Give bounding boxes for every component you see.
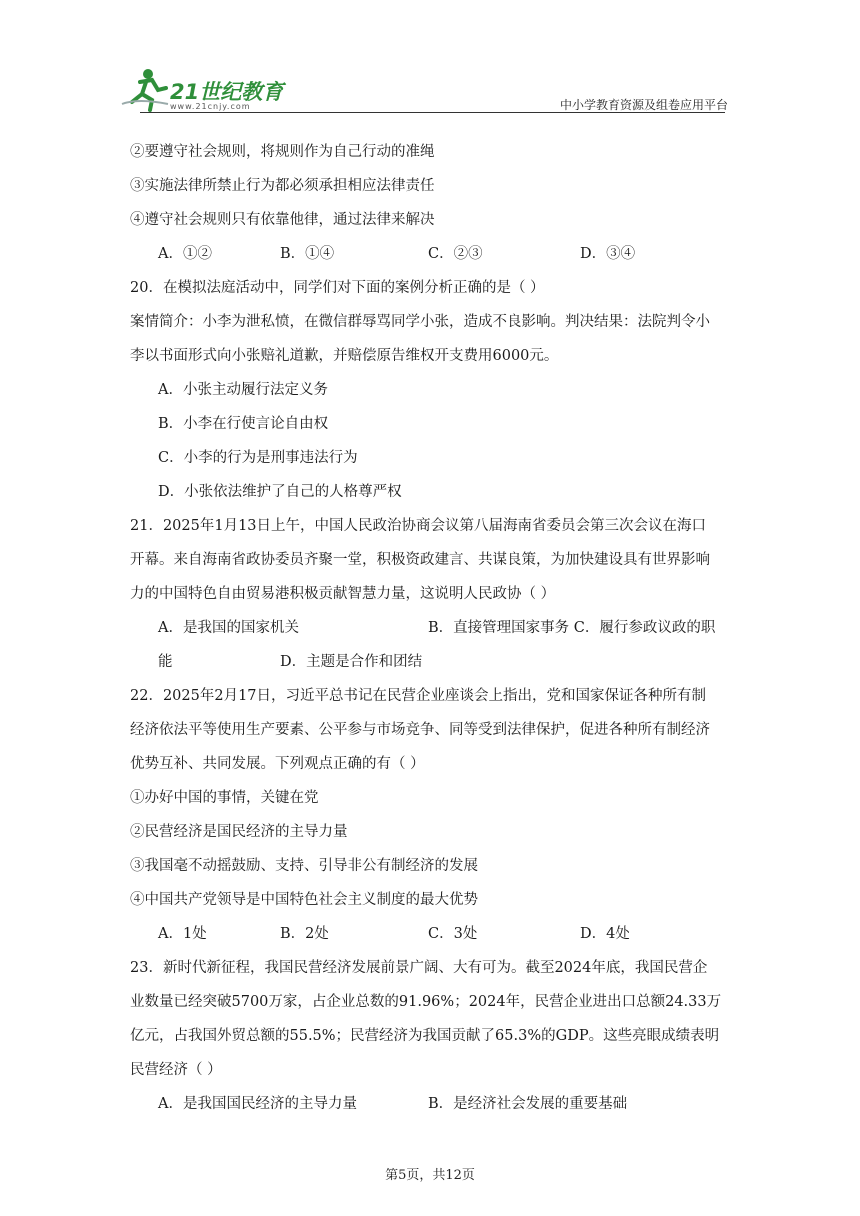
header-divider xyxy=(140,112,725,113)
q22-stem-line-2: 经济依法平等使用生产要素、公平参与市场竞争、同等受到法律保护，促进各种所有制经济 xyxy=(130,722,710,738)
q22-item-3: ③我国毫不动摇鼓励、支持、引导非公有制经济的发展 xyxy=(130,858,478,874)
q22-options xyxy=(130,920,730,954)
q20-case-line-1: 案情简介：小李为泄私愤，在微信群辱骂同学小张，造成不良影响。判决结果：法院判令小 xyxy=(130,314,710,330)
q22-item-4: ④中国共产党领导是中国特色社会主义制度的最大优势 xyxy=(130,892,478,908)
q19-option-a: A．①② xyxy=(158,246,212,262)
q22-option-d: D．4处 xyxy=(580,926,630,942)
q20-stem: 20．在模拟法庭活动中，同学们对下面的案例分析正确的是（ ） xyxy=(130,280,545,296)
q21-options-row-1 xyxy=(130,614,730,648)
q19-item-3: ③实施法律所禁止行为都必须承担相应法律责任 xyxy=(130,178,435,194)
q21-option-c-continued: 能 xyxy=(158,654,173,670)
q19-item-4: ④遵守社会规则只有依靠他律，通过法律来解决 xyxy=(130,212,435,228)
q22-item-2: ②民营经济是国民经济的主导力量 xyxy=(130,824,348,840)
q22-stem-line-3: 优势互补、共同发展。下列观点正确的有（ ） xyxy=(130,756,425,772)
q23-options-row-1 xyxy=(130,1090,730,1124)
page-header xyxy=(118,64,728,118)
q19-options xyxy=(130,240,730,274)
q21-stem-line-3: 力的中国特色自由贸易港积极贡献智慧力量，这说明人民政协（ ） xyxy=(130,586,556,602)
q22-stem-line-1: 22．2025年2月17日，习近平总书记在民营企业座谈会上指出，党和国家保证各种所有制 xyxy=(130,688,707,704)
q19-item-2: ②要遵守社会规则，将规则作为自己行动的准绳 xyxy=(130,144,435,160)
q19-option-d: D．③④ xyxy=(580,246,636,262)
q21-option-a: A．是我国的国家机关 xyxy=(158,620,299,636)
platform-name: 中小学教育资源及组卷应用平台 xyxy=(559,98,728,112)
q23-stem-line-1: 23．新时代新征程，我国民营经济发展前景广阔、大有可为。截至2024年底，我国民营企 xyxy=(130,960,708,976)
q21-option-b-c: B．直接管理国家事务 C．履行参政议政的职 xyxy=(428,620,716,636)
q21-stem-line-2: 开幕。来自海南省政协委员齐聚一堂，积极资政建言、共谋良策，为加快建设具有世界影响 xyxy=(130,552,710,568)
q19-option-b: B．①④ xyxy=(280,246,335,262)
q23-option-b: B．是经济社会发展的重要基础 xyxy=(428,1096,628,1112)
q19-option-c: C．②③ xyxy=(428,246,483,262)
q22-option-b: B．2处 xyxy=(280,926,329,942)
q22-item-1: ①办好中国的事情，关键在党 xyxy=(130,790,319,806)
q23-stem-line-2: 业数量已经突破5700万家，占企业总数的91.96%；2024年，民营企业进出口总额24.33万 xyxy=(130,994,722,1010)
q20-option-a: A．小张主动履行法定义务 xyxy=(158,382,328,398)
site-logo xyxy=(118,64,298,118)
q21-options-row-2 xyxy=(130,648,730,682)
q23-stem-line-3: 亿元，占我国外贸总额的55.5%；民营经济为我国贡献了65.3%的GDP。这些亮眼成绩表明 xyxy=(130,1028,720,1044)
q23-stem-line-4: 民营经济（ ） xyxy=(130,1062,222,1078)
q22-option-a: A．1处 xyxy=(158,926,207,942)
q22-option-c: C．3处 xyxy=(428,926,478,942)
page-number: 第5页，共12页 xyxy=(385,1168,475,1183)
q20-case-line-2: 李以书面形式向小张赔礼道歉，并赔偿原告维权开支费用6000元。 xyxy=(130,348,559,364)
page-content xyxy=(130,138,730,1124)
logo-text: 21世纪教育 xyxy=(170,80,284,104)
q20-option-b: B．小李在行使言论自由权 xyxy=(158,416,329,432)
runner-logo-icon xyxy=(118,64,174,114)
q23-option-a: A．是我国国民经济的主导力量 xyxy=(158,1096,357,1112)
q21-option-d: D．主题是合作和团结 xyxy=(280,654,423,670)
q20-option-d: D．小张依法维护了自己的人格尊严权 xyxy=(158,484,402,500)
q20-option-c: C．小李的行为是刑事违法行为 xyxy=(158,450,358,466)
logo-url: www.21cnjy.com xyxy=(170,102,251,111)
q21-stem-line-1: 21．2025年1月13日上午，中国人民政治协商会议第八届海南省委员会第三次会议在海口 xyxy=(130,518,707,534)
